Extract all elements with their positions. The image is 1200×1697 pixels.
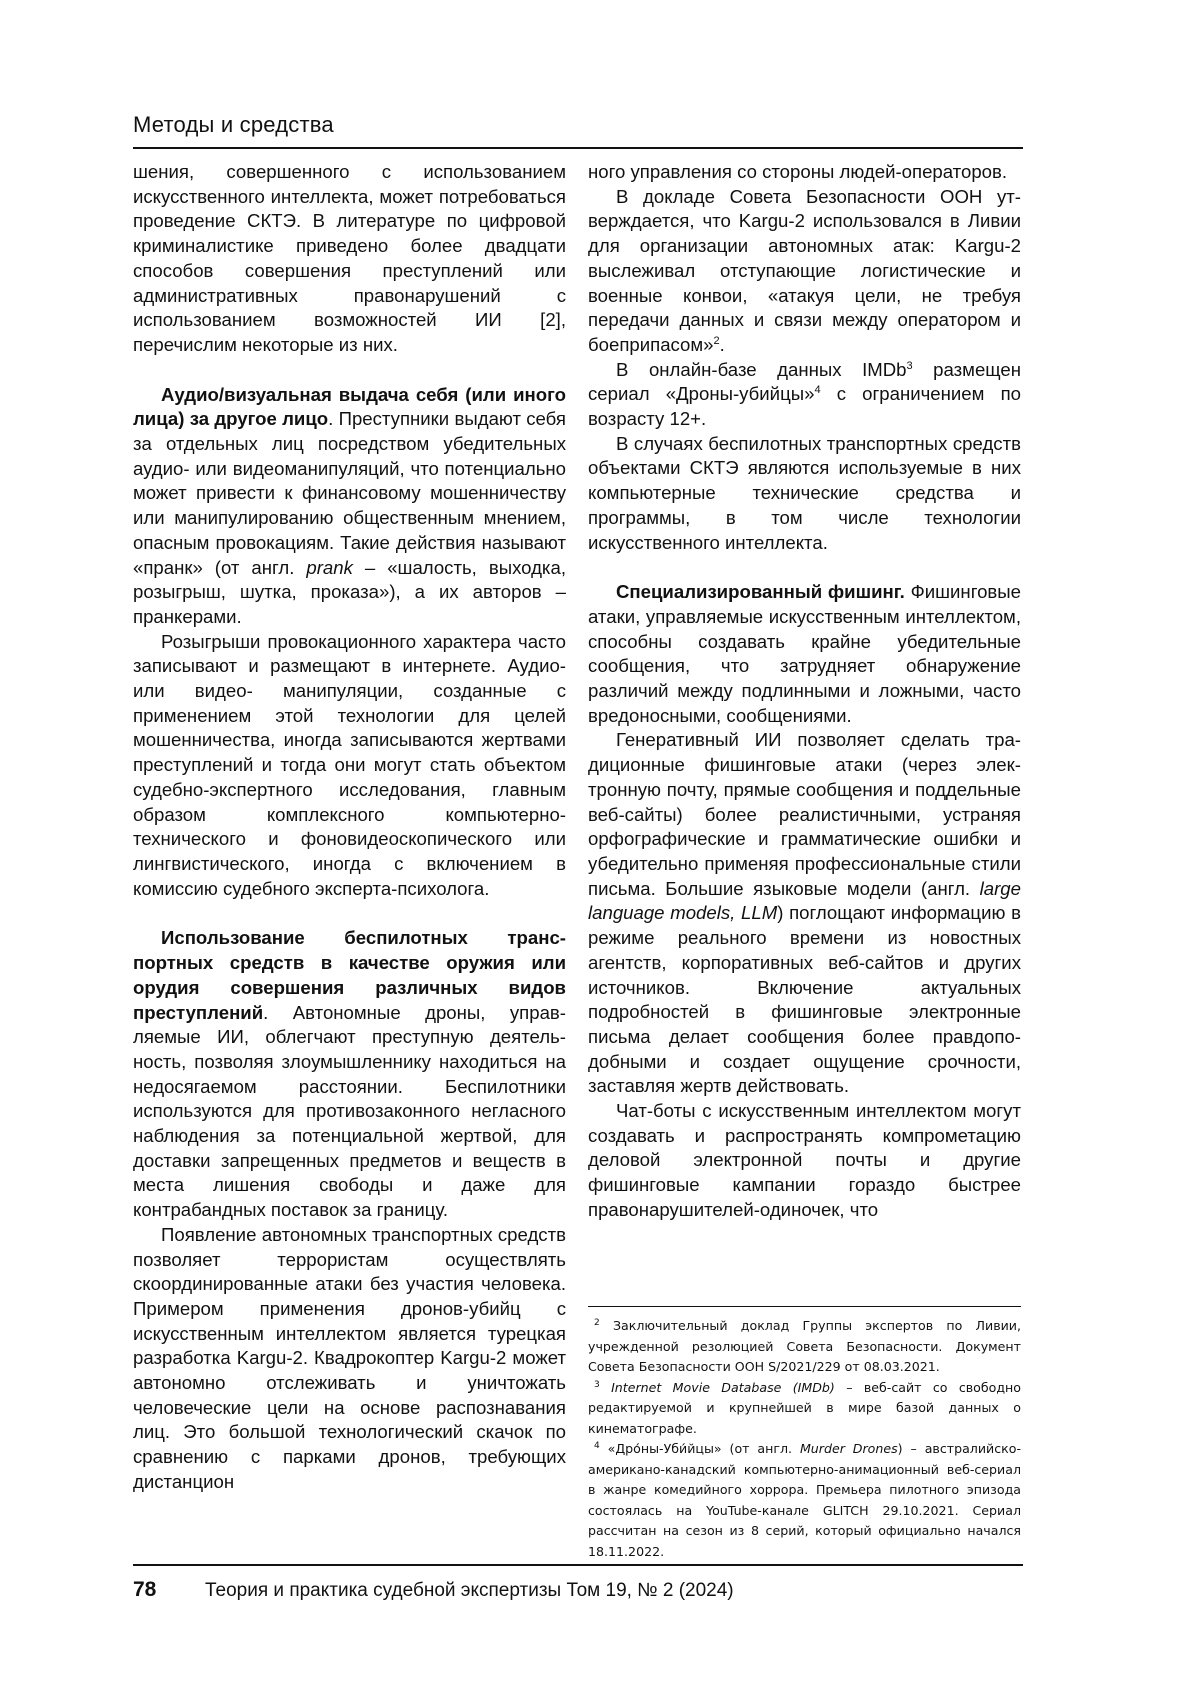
paragraph: шения, совершенного с использованием искусственного интеллекта, может потребоваться проведение СКТЭ. В литературе по цифровой криминалистике приведено более двадцати способов совершения преступлений или административных правонарушений с использованием возможностей ИИ [2], перечислим некоторые из них. <box>133 161 566 355</box>
paragraph: В случаях беспилотных транспортных средств объектами СКТЭ являются используемые в них компьютерные технические средства и программы, в том числе технологии искусственного интеллекта. <box>588 432 1021 553</box>
italic-term: prank <box>306 556 353 578</box>
footnote-text: ) – австралийско-американо-канадский компьютерно-анимационный веб-сериал в жанре комедийного хоррора. Премьера пилотного эпизода состоялась на YouTube-канале GLITCH 29.10.2021. Сериал рассчитан на сезон из 8 серий, который официально начался 18.11.2022. <box>588 1441 1022 1559</box>
paragraph-text: . Преступники выдают себя за отдельных лиц посредством убедительных аудио- или видеоманипуляций, что потенциально может привести к финансовому мошенничеству или манипулированию общественным мнением, опасным провокациям. Такие действия называют «пранк» (от англ. <box>133 408 566 578</box>
paragraph: Розыгрыши провокационного характера часто записывают и размещают в интернете. Аудио- или видео- манипуляции, созданные с применением этой технологии для целей мошенничества, иногда записываются жертвами преступлений и тогда они могут стать объектом судебно-экспертного исследования, главным образом комплексного компьютерно-технического и фоновидеоскопического или лингвистического, иногда с включением в комиссию судебного эксперта-психолога. <box>133 630 566 899</box>
paragraph-text: с ограничением по возрасту 12+. <box>588 383 1021 430</box>
footnote-ref-4: 4 <box>814 384 821 397</box>
paragraph-text: . <box>719 333 725 355</box>
paragraph: Появление автономных транспортных средств позволяет террористам осуществлять скоординированные атаки без участия человека. Примером применения дронов-убийц с искусственным интеллектом является турецкая разработка Kargu-2. Квадрокоптер Kargu-2 может автономно отслеживать и уничтожать человеческие цели на основе распознавания лиц. Это большой технологический скачок по сравнению с парками дронов, требующих дистанцион <box>133 1223 566 1492</box>
paragraph: ного управления со стороны людей-операторов. <box>588 161 1008 182</box>
journal-title: Теория и практика судебной экспертизы Том 19, № 2 (2024) <box>205 1580 734 1601</box>
footnote-3 <box>588 1378 1021 1440</box>
section-paragraph-phishing <box>588 580 1021 728</box>
footnote-2 <box>588 1316 1021 1378</box>
page-number: 78 <box>133 1578 157 1601</box>
footer-divider <box>133 1564 1023 1566</box>
footnote-ref-3: 3 <box>906 359 913 372</box>
right-column <box>588 160 1021 1223</box>
left-column <box>133 160 566 1495</box>
running-header: Методы и средства <box>133 112 334 137</box>
header-divider <box>133 147 1023 149</box>
section-heading-phishing: Специализированный фишинг. <box>616 581 905 603</box>
paragraph-text: размещен сериал «Дроны-убийцы» <box>588 358 1021 405</box>
paragraph-text: – «шалость, выходка, розыгрыш, шутка, проказа»), а их авторов – пранкерами. <box>133 556 566 627</box>
footnote-text: «Дро́ны-Уби́йцы» (от англ. <box>599 1441 800 1456</box>
paragraph: Чат-боты с искусственным интеллектом могут создавать и распространять компрометацию деловой электронной почты и другие фишинговые кампании гораздо быстрее правонарушителей-одиночек, что <box>588 1100 1021 1220</box>
paragraph <box>588 728 1021 1099</box>
footnote-italic: Murder Drones <box>799 1441 898 1456</box>
paragraph <box>588 185 1021 358</box>
section-heading-impersonation: Аудио/визуальная выдача себя (или иного лица) за другое лицо <box>133 383 566 430</box>
footnotes <box>588 1316 1021 1562</box>
paragraph-text: В онлайн-базе данных IMDb <box>616 358 907 380</box>
footnote-italic: Internet Movie Database (IMDb) <box>611 1379 835 1395</box>
paragraph-text: . Автономные дроны, управляемые ИИ, облегчают преступную деятельность, позволяя злоумышленнику находиться на недосягаемом расстоянии. Беспилотники используются для противозаконного негласного наблюдения за потенциальной жертвой, для доставки запрещенных предметов и веществ в места лишения свободы и даже для контрабандных поставок за границу. <box>133 1001 566 1221</box>
paragraph-text: ) поглощают информацию в режиме реального времени из новостных агентств, корпоративных веб-сайтов и других источников. Включение актуальных подробностей в фишинговые электронные письма делает сообщения более правдоподобными и создает ощущение срочности, заставляя жертв действовать. <box>588 902 1021 1097</box>
footnote-mark: 3 <box>594 1379 600 1390</box>
footnote-divider <box>588 1306 1021 1307</box>
section-heading-drones: Использование беспилотных транспортных средств в качестве оружия или орудия совершения различных видов преступлений <box>133 927 566 1023</box>
footnote-mark: 2 <box>594 1318 600 1328</box>
paragraph-text: Генеративный ИИ позволяет сделать традиционные фишинговые атаки (через электронную почту, прямые сообщения и поддельные веб-сайты) более реалистичными, устраняя орфографические и грамматические ошибки и убедительно применяя профессиональные стили письма. Большие языковые модели (англ. <box>588 729 1021 899</box>
section-paragraph-impersonation <box>133 383 566 630</box>
paragraph-text: В докладе Совета Безопасности ООН утверждается, что Kargu-2 использовался в Ливии для организации автономных атак: Kargu-2 выслеживал отступающие логистические и военные конвои, «атакуя цели, не требуя передачи данных и связи между оператором и боеприпасом» <box>588 185 1021 355</box>
italic-term: large language models, LLM <box>588 877 1021 924</box>
footnote-text: Заключительный доклад Группы экспертов по Ливии, учрежденной резолюцией Совета Безопасности. Документ Совета Безопасности ООН S/2021/229 от 08.03.2021. <box>588 1318 1021 1374</box>
paragraph-text: Фишинговые атаки, управляемые искусственным интеллектом, способны создавать крайне убедительные сообщения, что затрудняет обнаружение различий между подлинными и ложными, часто вредоносными, сообщениями. <box>588 581 1022 726</box>
footnote-mark: 4 <box>594 1441 600 1451</box>
footnote-4 <box>588 1439 1021 1562</box>
paragraph <box>588 358 1021 432</box>
footnote-ref-2: 2 <box>713 334 720 347</box>
section-paragraph-drones <box>133 926 566 1222</box>
footnote-text: – веб-сайт со свободно редактируемой и крупнейшей в мире базой данных о кинематографе. <box>588 1379 1021 1436</box>
